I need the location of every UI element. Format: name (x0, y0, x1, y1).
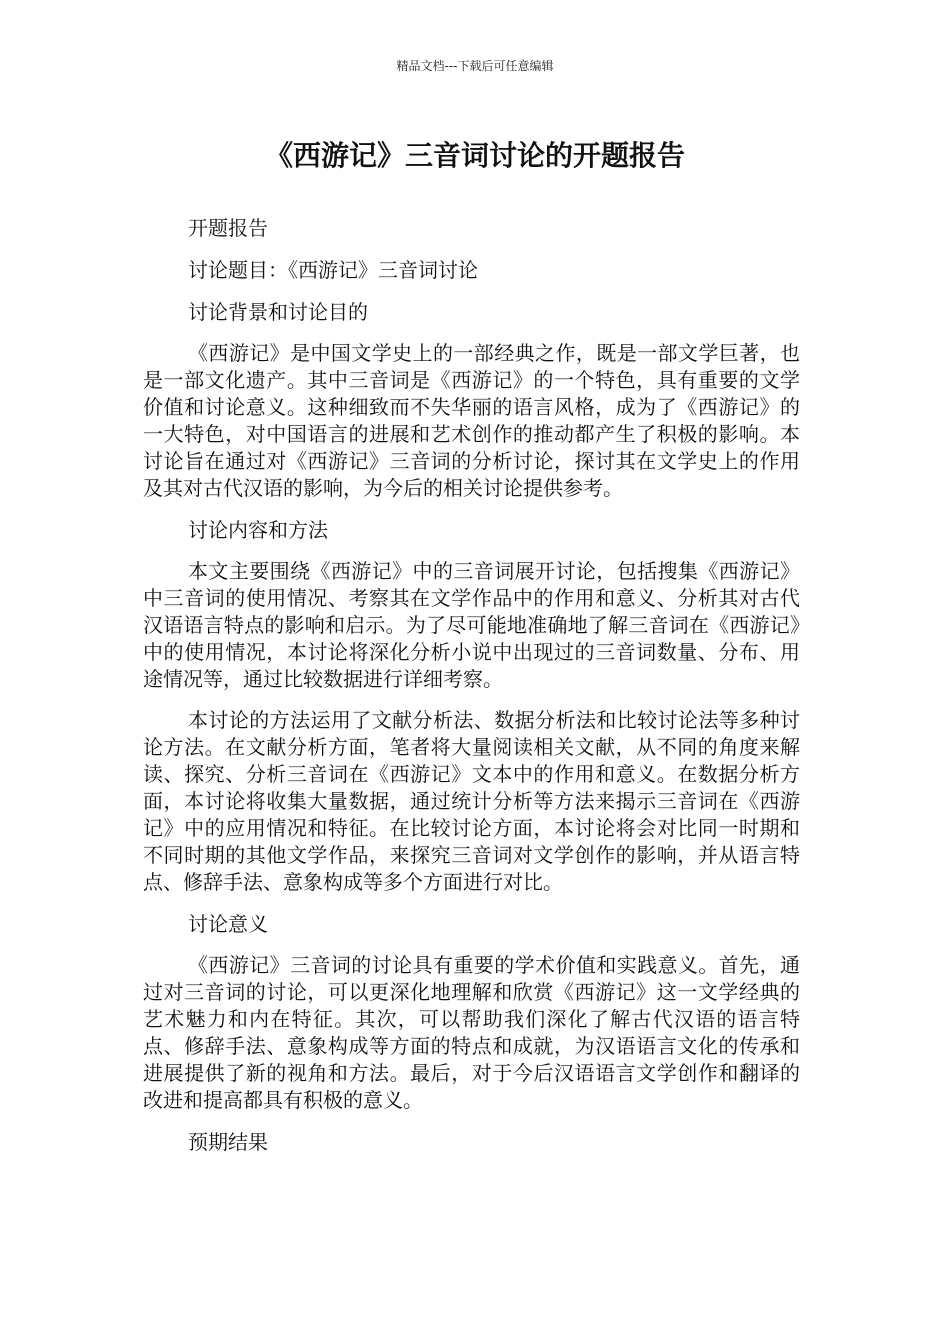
section-label-report: 开题报告 (188, 216, 268, 240)
significance-heading: 讨论意义 (188, 912, 268, 936)
expected-results-heading: 预期结果 (188, 1130, 268, 1154)
background-heading: 讨论背景和讨论目的 (188, 300, 368, 324)
content-paragraph-1: 本文主要围绕《西游记》中的三音词展开讨论，包括搜集《西游记》中三音词的使用情况、考察其在文学作品中的作用和意义、分析其对古代汉语语言特点的影响和启示。为了尽可能地准确地了解三音词在《西游记》中的使用情况，本讨论将深化分析小说中出现过的三音词数量、分布、用途情况等，通过比较数据进行详细考察。 (143, 559, 800, 691)
header-note: 精品文档---下载后可任意编辑 (396, 59, 554, 73)
background-paragraph: 《西游记》是中国文学史上的一部经典之作，既是一部文学巨著，也是一部文化遗产。其中三音词是《西游记》的一个特色，具有重要的文学价值和讨论意义。这种细致而不失华丽的语言风格，成为了《西游记》的一大特色，对中国语言的进展和艺术创作的推动都产生了积极的影响。本讨论旨在通过对《西游记》三音词的分析讨论，探讨其在文学史上的作用及其对古代汉语的影响，为今后的相关讨论提供参考。 (143, 341, 800, 500)
topic-line: 讨论题目：《西游记》三音词讨论 (188, 258, 478, 282)
significance-paragraph: 《西游记》三音词的讨论具有重要的学术价值和实践意义。首先，通过对三音词的讨论，可以更深化地理解和欣赏《西游记》这一文学经典的艺术魅力和内在特征。其次，可以帮助我们深化了解古代汉语的语言特点、修辞手法、意象构成等方面的特点和成就，为汉语语言文化的传承和进展提供了新的视角和方法。最后，对于今后汉语语言文学创作和翻译的改进和提高都具有积极的意义。 (143, 953, 800, 1112)
content-paragraph-2: 本讨论的方法运用了文献分析法、数据分析法和比较讨论法等多种讨论方法。在文献分析方面，笔者将大量阅读相关文献，从不同的角度来解读、探究、分析三音词在《西游记》文本中的作用和意义。在数据分析方面，本讨论将收集大量数据，通过统计分析等方法来揭示三音词在《西游记》中的应用情况和特征。在比较讨论方面，本讨论将会对比同一时期和不同时期的其他文学作品，来探究三音词对文学创作的影响，并从语言特点、修辞手法、意象构成等多个方面进行对比。 (143, 708, 800, 894)
page-title: 《西游记》三音词讨论的开题报告 (264, 139, 685, 172)
document-body (143, 214, 800, 1170)
content-method-heading: 讨论内容和方法 (188, 518, 328, 542)
